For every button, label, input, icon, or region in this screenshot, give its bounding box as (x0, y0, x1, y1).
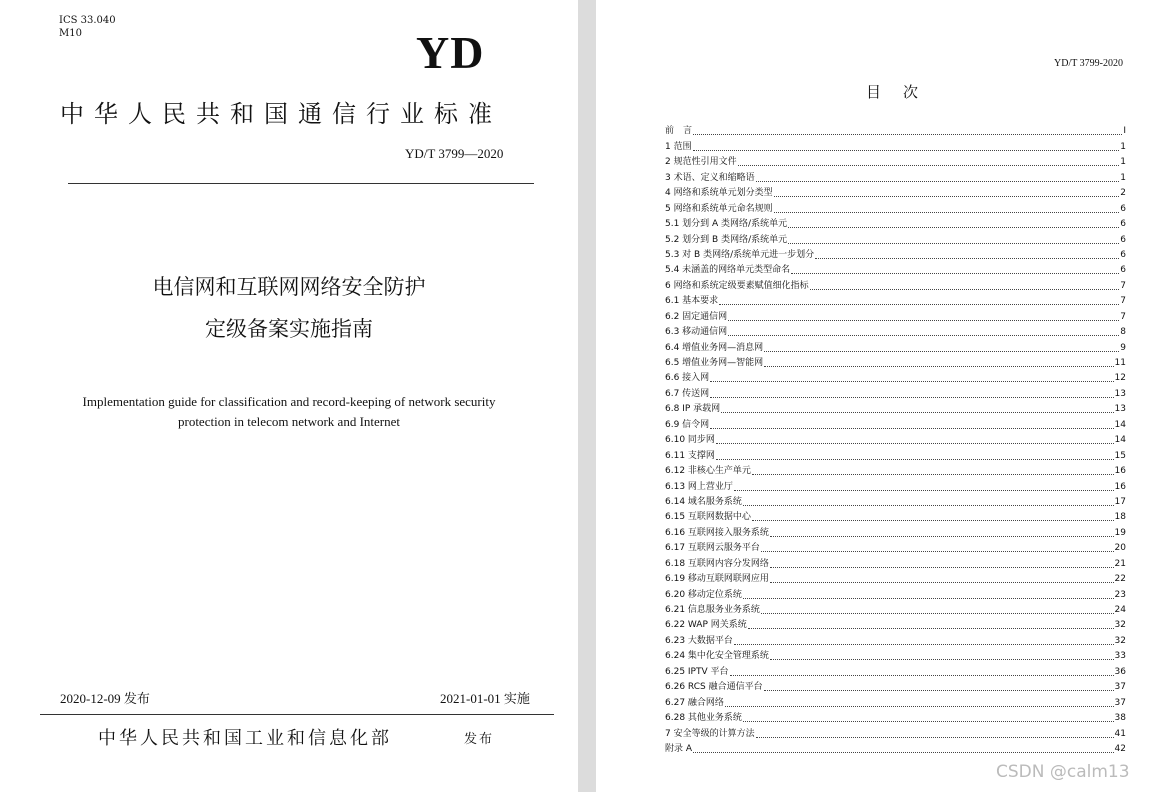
toc-entry-label: 6.10 同步网 (665, 435, 715, 446)
toc-entry-label: 6.21 信息服务业务系统 (665, 605, 760, 615)
toc-entry[interactable] (665, 354, 1126, 369)
toc-entry-page: 11 (1114, 358, 1126, 368)
toc-entry-label: 7 安全等级的计算方法 (665, 728, 755, 739)
toc-entry-page: 37 (1114, 682, 1126, 693)
toc-entry-label: 6.26 RCS 融合通信平台 (665, 682, 763, 693)
toc-entry-label: 6.11 支撑网 (665, 450, 715, 461)
title-line-2: 定级备案实施指南 (205, 317, 373, 341)
toc-entry-label: 5.2 划分到 B 类网络/系统单元 (665, 234, 788, 245)
footer-divider (40, 714, 554, 715)
toc-entry-page: 42 (1114, 743, 1126, 754)
toc-leader-dots (710, 380, 1113, 382)
toc-entry[interactable] (665, 662, 1126, 677)
ccs-code: M10 (59, 28, 82, 39)
toc-entry-page: 9 (1120, 342, 1126, 353)
toc-entry[interactable] (665, 153, 1126, 168)
english-title (0, 392, 578, 432)
toc-entry[interactable] (665, 276, 1126, 291)
toc-entry-label: 5.4 未涵盖的网络单元类型命名 (665, 265, 791, 276)
toc-entry-label: 2 规范性引用文件 (665, 157, 737, 168)
toc-leader-dots (788, 242, 1119, 244)
issuing-authority: 中华人民共和国工业和信息化部 (98, 728, 392, 749)
toc-leader-dots (764, 365, 1113, 367)
toc-entry-label: 6.7 传送网 (665, 388, 710, 399)
title-line-1: 电信网和互联网网络安全防护 (152, 275, 426, 299)
toc-entry-page: 36 (1114, 666, 1126, 677)
toc-leader-dots (730, 674, 1114, 676)
yd-logo: YD (416, 27, 485, 78)
toc-entry-page: 21 (1114, 558, 1126, 569)
toc-leader-dots (725, 705, 1114, 707)
toc-entry-label: 6.16 互联网接入服务系统 (665, 527, 769, 538)
toc-leader-dots (710, 396, 1113, 398)
toc-leader-dots (774, 211, 1120, 213)
toc-entry[interactable] (665, 570, 1126, 585)
toc-entry[interactable] (665, 493, 1126, 508)
running-header-doc-number: YD/T 3799-2020 (1054, 58, 1123, 69)
toc-entry[interactable] (665, 523, 1126, 538)
toc-entry[interactable] (665, 647, 1126, 662)
toc-entry-label: 6.6 接入网 (665, 373, 710, 384)
toc-entry-label: 6.2 固定通信网 (665, 311, 728, 322)
toc-entry[interactable] (665, 616, 1126, 631)
toc-entry[interactable] (665, 724, 1126, 739)
toc-entry-label: 6.5 增值业务网—智能网 (665, 358, 764, 368)
toc-entry[interactable] (665, 740, 1126, 755)
toc-entry-label: 6.25 IPTV 平台 (665, 666, 729, 677)
toc-entry-label: 6.3 移动通信网 (665, 327, 728, 338)
toc-entry-label: 6.24 集中化安全管理系统 (665, 651, 769, 662)
header-divider (68, 183, 534, 184)
toc-entry-label: 6.9 信令网 (665, 419, 710, 430)
toc-entry-page: 2 (1120, 188, 1126, 199)
toc-entry[interactable] (665, 137, 1126, 152)
toc-entry[interactable] (665, 709, 1126, 724)
toc-leader-dots (719, 303, 1119, 305)
toc-entry-label: 6.28 其他业务系统 (665, 713, 742, 724)
toc-leader-dots (716, 458, 1114, 460)
toc-entry-label: 6.22 WAP 网关系统 (665, 620, 747, 631)
toc-entry-label: 6.15 互联网数据中心 (665, 512, 751, 523)
toc-entry[interactable] (665, 400, 1126, 415)
toc-entry-label: 6.27 融合网络 (665, 697, 724, 708)
toc-leader-dots (743, 504, 1114, 506)
toc-entry-label: 6.19 移动互联网联网应用 (665, 574, 769, 585)
ics-code: ICS 33.040 (59, 15, 116, 26)
toc-leader-dots (693, 149, 1120, 151)
toc-entry-page: 6 (1120, 219, 1126, 230)
toc-leader-dots (810, 288, 1120, 290)
toc-entry-label: 5 网络和系统单元命名规则 (665, 203, 773, 214)
toc-leader-dots (734, 643, 1114, 645)
toc-page (596, 0, 1156, 792)
toc-entry[interactable] (665, 307, 1126, 322)
toc-entry-page: 7 (1120, 296, 1126, 307)
toc-entry[interactable] (665, 554, 1126, 569)
toc-leader-dots (756, 736, 1114, 738)
toc-leader-dots (761, 612, 1114, 614)
toc-entry-label: 6.4 增值业务网—消息网 (665, 342, 764, 353)
toc-entry-label: 4 网络和系统单元划分类型 (665, 188, 773, 199)
toc-leader-dots (748, 627, 1114, 629)
toc-entry-page: 15 (1114, 450, 1126, 461)
csdn-watermark: CSDN @calm13 (996, 762, 1130, 782)
toc-entry-page: 13 (1114, 388, 1126, 399)
toc-entry-page: 18 (1114, 512, 1126, 523)
toc-leader-dots (791, 272, 1119, 274)
toc-entry[interactable] (665, 693, 1126, 708)
toc-entry-page: 16 (1114, 466, 1126, 477)
toc-entry-page: 6 (1120, 203, 1126, 214)
toc-leader-dots (743, 597, 1114, 599)
toc-entry-page: 37 (1114, 697, 1126, 708)
toc-leader-dots (728, 319, 1119, 321)
standard-number: YD/T 3799—2020 (405, 146, 504, 161)
standard-category: 中华人民共和国通信行业标准 (60, 100, 502, 128)
toc-leader-dots (761, 550, 1114, 552)
toc-entry-page: 14 (1114, 419, 1126, 430)
toc-entry-page: 6 (1120, 249, 1126, 260)
toc-leader-dots (752, 473, 1114, 475)
toc-entry[interactable] (665, 477, 1126, 492)
toc-leader-dots (734, 489, 1114, 491)
toc-entry-page: 38 (1114, 713, 1126, 724)
english-title-line-1: Implementation guide for classification and record-keeping of network security (82, 394, 496, 409)
toc-entry[interactable] (665, 246, 1126, 261)
toc-entry[interactable] (665, 230, 1126, 245)
toc-leader-dots (721, 411, 1113, 413)
toc-entry-label: 6.20 移动定位系统 (665, 589, 742, 600)
toc-entry-label: 6.8 IP 承载网 (665, 404, 721, 415)
toc-leader-dots (788, 226, 1119, 228)
toc-entry[interactable] (665, 122, 1126, 137)
toc-entry-page: 8 (1120, 327, 1126, 338)
toc-entry-label: 6.12 非核心生产单元 (665, 466, 751, 477)
toc-leader-dots (710, 427, 1113, 429)
publish-date: 2020-12-09 发布 (60, 691, 150, 706)
toc-entry[interactable] (665, 462, 1126, 477)
toc-entry-page: 24 (1114, 605, 1126, 615)
toc-entry[interactable] (665, 384, 1126, 399)
toc-leader-dots (774, 195, 1120, 197)
toc-leader-dots (693, 751, 1114, 753)
toc-entry-label: 6 网络和系统定级要素赋值细化指标 (665, 280, 809, 291)
toc-entry-page: 19 (1114, 527, 1126, 538)
toc-entry[interactable] (665, 508, 1126, 523)
toc-entry-page: 1 (1120, 141, 1126, 152)
toc-entry-label: 6.18 互联网内容分发网络 (665, 558, 769, 569)
toc-entry[interactable] (665, 678, 1126, 693)
toc-entry-page: 22 (1114, 574, 1126, 585)
toc-entry-label: 5.1 划分到 A 类网络/系统单元 (665, 219, 788, 230)
toc-leader-dots (728, 334, 1119, 336)
toc-entry[interactable] (665, 631, 1126, 646)
toc-leader-dots (693, 133, 1122, 135)
toc-entry-page: 32 (1114, 620, 1126, 631)
document-title (0, 266, 578, 350)
toc-entry[interactable] (665, 261, 1126, 276)
toc-entry-page: I (1123, 126, 1126, 137)
toc-entry[interactable] (665, 215, 1126, 230)
toc-title: 目次 (866, 83, 941, 101)
toc-entry-label: 1 范围 (665, 141, 692, 152)
toc-entry-page: 7 (1120, 311, 1126, 322)
toc-entry-page: 41 (1114, 728, 1126, 739)
toc-leader-dots (756, 180, 1120, 182)
toc-entry-page: 16 (1114, 481, 1126, 492)
toc-entry-page: 6 (1120, 265, 1126, 276)
issuer-action: 发布 (464, 732, 495, 747)
toc-entry-page: 32 (1114, 635, 1126, 646)
toc-entry-page: 12 (1114, 373, 1126, 384)
toc-entry-page: 14 (1114, 435, 1126, 446)
toc-entry-label: 附录 A (665, 743, 693, 754)
toc-entry-label: 6.14 域名服务系统 (665, 496, 742, 507)
toc-entry[interactable] (665, 199, 1126, 214)
toc-leader-dots (752, 519, 1114, 521)
toc-leader-dots (764, 350, 1119, 352)
toc-entry[interactable] (665, 323, 1126, 338)
toc-leader-dots (770, 535, 1114, 537)
toc-entry-page: 13 (1114, 404, 1126, 415)
classification-codes (59, 14, 116, 40)
toc-entry[interactable] (665, 431, 1126, 446)
toc-entry-page: 23 (1114, 589, 1126, 600)
toc-entry[interactable] (665, 415, 1126, 430)
toc-entry-label: 3 术语、定义和缩略语 (665, 172, 755, 183)
toc-entry[interactable] (665, 601, 1126, 616)
toc-entry-page: 20 (1114, 543, 1126, 554)
toc-entry[interactable] (665, 369, 1126, 384)
toc-entry-page: 7 (1120, 280, 1126, 291)
toc-entry-page: 33 (1114, 651, 1126, 662)
toc-leader-dots (743, 720, 1114, 722)
toc-entry[interactable] (665, 292, 1126, 307)
toc-entry-page: 6 (1120, 234, 1126, 245)
toc-entry-label: 6.17 互联网云服务平台 (665, 543, 760, 554)
toc-entry-label: 6.23 大数据平台 (665, 635, 733, 646)
toc-entry[interactable] (665, 585, 1126, 600)
toc-entry-label: 6.13 网上营业厅 (665, 481, 733, 492)
toc-entry-label: 6.1 基本要求 (665, 296, 719, 307)
english-title-line-2: protection in telecom network and Internet (177, 414, 400, 429)
toc-entry[interactable] (665, 184, 1126, 199)
toc-leader-dots (815, 257, 1119, 259)
toc-leader-dots (770, 581, 1114, 583)
toc-entry-page: 17 (1114, 496, 1126, 507)
toc-leader-dots (716, 442, 1114, 444)
toc-entry[interactable] (665, 446, 1126, 461)
toc-entry-page: 1 (1120, 157, 1126, 168)
toc-leader-dots (738, 164, 1120, 166)
toc-entry[interactable] (665, 539, 1126, 554)
toc-entry-label: 前 言 (665, 126, 693, 137)
toc-list (665, 122, 1126, 755)
toc-entry-label: 5.3 对 B 类网络/系统单元进一步划分 (665, 249, 815, 260)
toc-leader-dots (770, 658, 1114, 660)
toc-leader-dots (770, 566, 1114, 568)
toc-entry[interactable] (665, 338, 1126, 353)
toc-leader-dots (764, 689, 1114, 691)
toc-entry[interactable] (665, 168, 1126, 183)
implement-date: 2021-01-01 实施 (440, 691, 530, 706)
toc-entry-page: 1 (1120, 172, 1126, 183)
